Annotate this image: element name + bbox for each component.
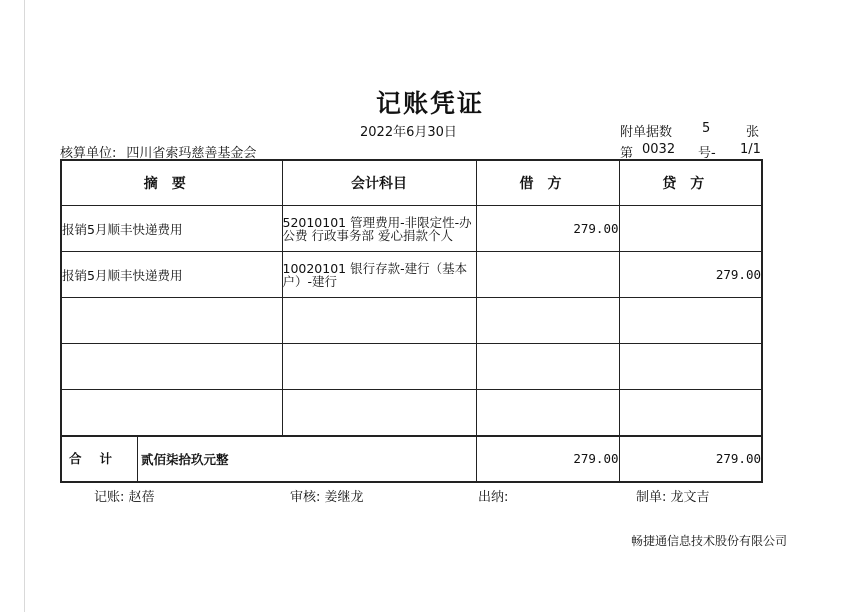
preparer-signature: 制单: 龙文吉 xyxy=(636,490,710,505)
software-company: 畅捷通信息技术股份有限公司 xyxy=(631,534,788,548)
total-label: 合计 xyxy=(62,437,138,481)
row-credit xyxy=(619,206,762,252)
voucher-suffix: 号- xyxy=(698,146,716,161)
row-credit: 279.00 xyxy=(619,252,762,298)
row-credit xyxy=(619,298,762,344)
row-debit: 279.00 xyxy=(476,206,619,252)
table-row xyxy=(61,344,762,390)
row-summary: 报销5月顺丰快递费用 xyxy=(61,252,282,298)
attachment-label: 附单据数 xyxy=(620,125,673,140)
row-summary: 报销5月顺丰快递费用 xyxy=(61,206,282,252)
row-debit xyxy=(476,344,619,390)
table-header-row xyxy=(61,160,762,206)
attachment-count xyxy=(620,121,760,140)
total-amount-words: 贰佰柒拾玖元整 xyxy=(141,451,229,467)
total-row xyxy=(61,436,762,482)
voucher-number-value: 0032 xyxy=(642,142,676,157)
row-debit xyxy=(476,298,619,344)
cashier-signature: 出纳: xyxy=(478,490,509,505)
row-debit xyxy=(476,252,619,298)
table-row xyxy=(61,390,762,436)
attachment-unit: 张 xyxy=(746,125,760,140)
voucher-title: 记账凭证 xyxy=(375,89,484,118)
bookkeeper-name: 赵蓓 xyxy=(128,490,155,505)
attachment-number: 5 xyxy=(702,121,711,136)
row-credit xyxy=(619,390,762,436)
row-subject: 52010101 管理费用-非限定性-办公费 行政事务部 爱心捐款个人 xyxy=(282,206,476,252)
voucher-prefix: 第 xyxy=(620,146,634,161)
row-summary xyxy=(61,298,282,344)
row-credit xyxy=(619,344,762,390)
voucher-date: 2022年6月30日 xyxy=(360,125,457,140)
preparer-name: 龙文吉 xyxy=(670,490,710,505)
voucher-page: 1/1 xyxy=(740,142,761,157)
header-subject: 会计科目 xyxy=(282,160,476,206)
header-debit: 借方 xyxy=(476,160,619,206)
header-credit: 贷方 xyxy=(619,160,762,206)
row-subject: 10020101 银行存款-建行（基本户）-建行 xyxy=(282,252,476,298)
bookkeeper-signature: 记账: 赵蓓 xyxy=(94,490,155,505)
row-summary xyxy=(61,344,282,390)
row-subject xyxy=(282,390,476,436)
accounting-unit-label: 核算单位: xyxy=(60,146,117,161)
total-credit: 279.00 xyxy=(619,436,762,482)
reviewer-name: 姜继龙 xyxy=(324,490,364,505)
row-subject xyxy=(282,344,476,390)
table-row xyxy=(61,252,762,298)
header-summary: 摘要 xyxy=(61,160,282,206)
row-debit xyxy=(476,390,619,436)
accounting-unit-name: 四川省索玛慈善基金会 xyxy=(126,146,257,161)
voucher-table xyxy=(60,159,763,483)
table-row xyxy=(61,298,762,344)
total-summary-cell xyxy=(61,436,476,482)
row-subject xyxy=(282,298,476,344)
total-debit: 279.00 xyxy=(476,436,619,482)
table-row xyxy=(61,206,762,252)
row-summary xyxy=(61,390,282,436)
reviewer-signature: 审核: 姜继龙 xyxy=(290,490,364,505)
